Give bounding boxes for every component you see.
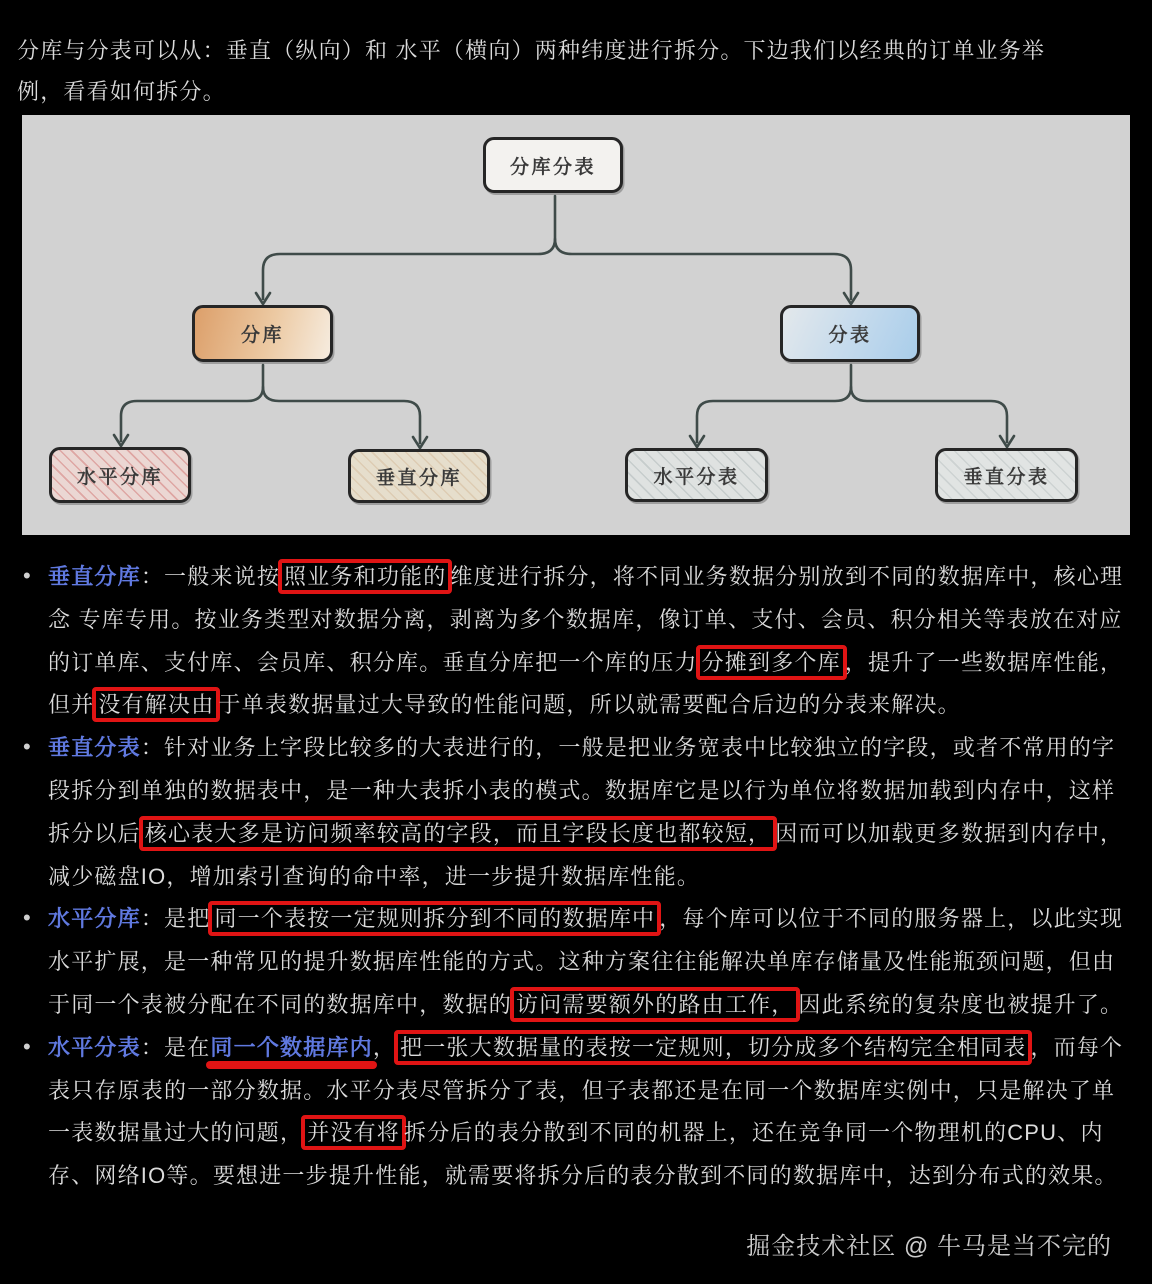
red-annotation-box: 访问需要额外的路由工作，	[510, 987, 800, 1022]
bullet-text	[48, 1035, 1123, 1188]
diagram-node-vertical-fenbiao: 垂直分表	[935, 448, 1078, 502]
text-segment: 维度进行拆分，将不同业务数据分别放到不同的数据库中，核心理念 专库专用。按业务类型对数据分离，剥离为多个数据库，像订单、支付、会员、积分相关等表放在对应的订单库、支付库、会员库、积分库。垂直分库把一个库的压力	[48, 564, 1124, 675]
diagram-node-horizontal-fenku: 水平分库	[49, 447, 191, 503]
bullet-text	[48, 564, 1123, 717]
text-segment: ：针对业务上字段比较多的大表进行的，一般是把业务宽表中比较独立的字段，或者不常用的字段拆分到单独的数据表中，是一种大表拆小表的模式。数据库它是以行为单位将数据加载到内存中，这样拆分以后	[48, 735, 1116, 846]
text-segment: ，每个库可以位于不同的服务器上，以此实现水平扩展，是一种常见的提升数据库性能的方式。这种方案往往能解决单库存储量及性能瓶颈问题，但由于同一个表被分配在不同的数据库中，数据的	[48, 906, 1124, 1017]
red-annotation-box: 分摊到多个库	[696, 645, 847, 680]
diagram-node-fenku: 分库	[192, 305, 333, 362]
red-annotation-box: 同一个表按一定规则拆分到不同的数据库中	[208, 901, 661, 936]
intro-paragraph: 分库与分表可以从：垂直（纵向）和 水平（横向）两种纬度进行拆分。下边我们以经典的订单业务举例，看看如何拆分。	[17, 38, 1046, 104]
red-annotation-box: 没有解决由	[92, 687, 220, 722]
watermark: 掘金技术社区 @ 牛马是当不完的	[746, 1233, 1112, 1260]
text-segment: 因而可以加载更多数据到内存中，减少磁盘IO，增加索引查询的命中率，进一步提升数据库性能。	[48, 820, 1124, 889]
diagram-node-fenku-fenbiao: 分库分表	[483, 137, 623, 193]
text-segment: ：是在	[140, 1034, 211, 1060]
text-segment: ：一般来说按	[140, 564, 281, 589]
connector-fenku-to-cz	[263, 387, 420, 443]
red-annotation-box: 把一张大数据量的表按一定规则，切分成多个结构完全相同表	[394, 1030, 1032, 1065]
connector-fenku-to-sp	[121, 365, 263, 441]
bullet-vertical-table-sharding	[17, 727, 1129, 898]
bullet-marker: •	[23, 734, 32, 760]
text-segment: ，提升了一些数据库性能，但并	[48, 649, 1124, 718]
text-segment: ，	[372, 1034, 397, 1060]
bullet-marker: •	[23, 563, 32, 588]
bullet-marker: •	[23, 1033, 32, 1059]
bullet-text	[48, 735, 1123, 888]
connector-fenbiao-to-cz	[851, 387, 1007, 442]
term-label: 垂直分表	[48, 735, 141, 761]
text-segment: 拆分后的表分散到不同的机器上，还在竞争同一个物理机的CPU、内存、网络IO等。要想进一步提升性能，就需要将拆分后的表分散到不同的数据库中，达到分布式的效果。	[48, 1120, 1118, 1189]
connector-fenbiao-to-sp	[697, 365, 851, 442]
term-label: 水平分表	[48, 1034, 141, 1060]
term-label: 垂直分库	[48, 564, 141, 589]
red-annotation-box: 照业务和功能的	[278, 559, 452, 594]
sharding-types-list	[17, 556, 1129, 1198]
connector-root-to-fenku	[263, 196, 555, 299]
term-label: 水平分库	[48, 906, 141, 932]
diagram-node-vertical-fenku: 垂直分库	[348, 449, 490, 503]
bullet-marker: •	[23, 905, 32, 931]
sharding-diagram-image[interactable]	[22, 115, 1130, 535]
bullet-horizontal-db-sharding	[17, 898, 1129, 1026]
text-segment: ：是把	[140, 906, 211, 932]
text-segment: 因此系统的复杂度也被提升了。	[798, 991, 1124, 1017]
red-annotation-box: 核心表大多是访问频率较高的字段，而且字段长度也都较短，	[139, 816, 777, 851]
text-segment: 于单表数据量过大导致的性能问题，所以就需要配合后边的分表来解决。	[218, 692, 961, 718]
bullet-vertical-db-sharding	[17, 556, 1129, 727]
diagram-node-fenbiao: 分表	[780, 305, 920, 362]
bullet-text	[48, 906, 1123, 1017]
text-segment: ，而每个表只存原表的一部分数据。水平分表尽管拆分了表，但子表都还是在同一个数据库实例中，只是解决了单一表数据量过大的问题，	[48, 1034, 1124, 1146]
bullet-horizontal-table-sharding	[17, 1027, 1129, 1198]
connector-root-to-fenbiao	[555, 239, 851, 299]
diagram-node-horizontal-fenbiao: 水平分表	[625, 448, 768, 502]
red-annotation-box: 并没有将	[301, 1115, 406, 1150]
red-underlined-term: 同一个数据库内	[210, 1034, 373, 1060]
